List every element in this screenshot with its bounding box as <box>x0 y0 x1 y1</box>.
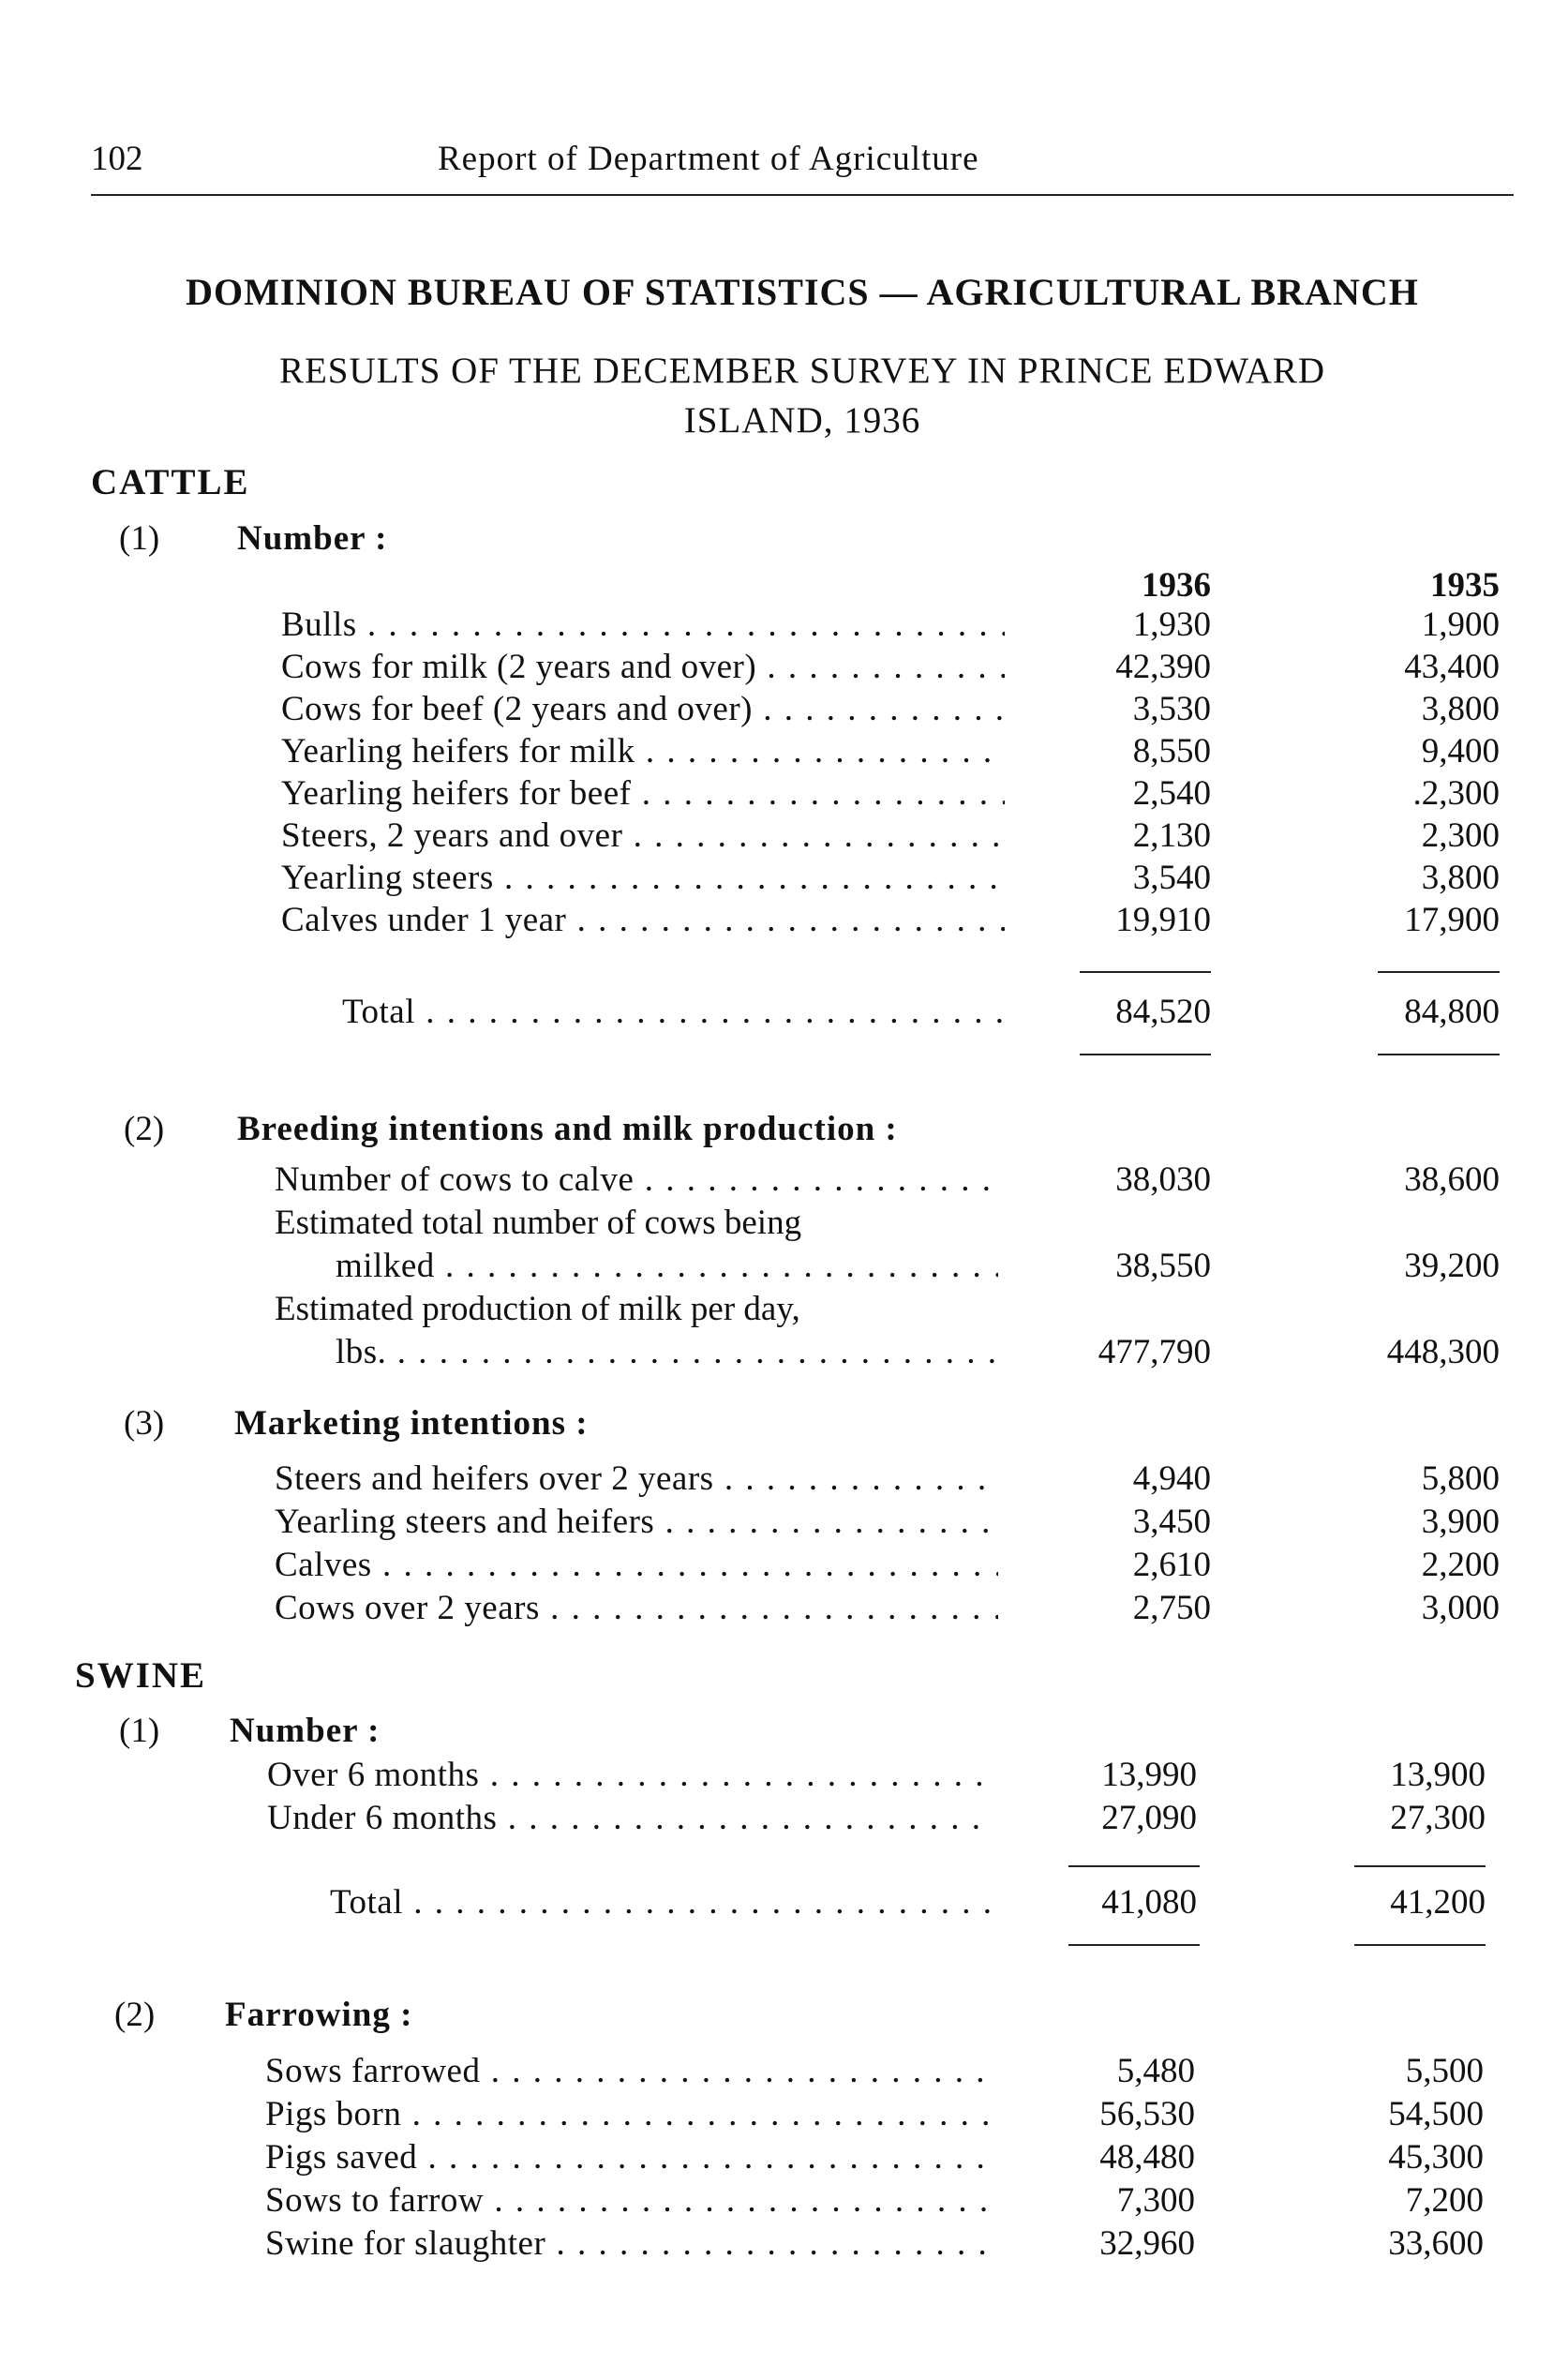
subsection-number: (2) <box>124 1110 165 1148</box>
table-row <box>281 689 1500 730</box>
subsection-number: (2) <box>114 1996 156 2034</box>
total-1935: 41,200 <box>1390 1883 1486 1922</box>
value-1935: 2,300 <box>1421 816 1500 855</box>
table-row <box>281 773 1500 815</box>
value-1935: 3,900 <box>1421 1503 1500 1541</box>
value-1935: 2,200 <box>1421 1546 1500 1584</box>
value-1935: 7,200 <box>1405 2181 1484 2220</box>
value-1935: 13,900 <box>1390 1756 1486 1794</box>
subsection-number: (1) <box>119 519 160 558</box>
section-heading-cattle: CATTLE <box>91 462 250 502</box>
subsection-number: (1) <box>119 1712 160 1750</box>
value-1936: 38,030 <box>1115 1160 1211 1199</box>
total-rule <box>1080 1054 1211 1055</box>
row-label: Number of cows to calve . . . <box>275 1160 998 1201</box>
row-label-line1: Estimated production of milk per day, <box>275 1290 800 1328</box>
value-1936: 2,130 <box>1132 816 1211 855</box>
table-row <box>281 605 1500 646</box>
subsection-title: Number : <box>237 519 388 558</box>
row-label: Bulls . . . <box>281 605 1005 646</box>
row-label: Over 6 months . . . <box>267 1755 991 1796</box>
row-label: Sows farrowed . . . <box>265 2051 989 2092</box>
table-row <box>267 1798 1500 1839</box>
subtotal-rule <box>1068 1865 1200 1867</box>
row-label: Calves . . . <box>275 1545 998 1586</box>
table-row <box>275 1160 1500 1201</box>
value-1936: 48,480 <box>1099 2138 1195 2177</box>
row-label: Yearling heifers for milk . . . <box>281 731 1005 772</box>
subtotal-rule <box>1080 971 1211 973</box>
column-header-1935: 1935 <box>1430 566 1500 605</box>
row-label: Swine for slaughter . . . <box>265 2223 989 2265</box>
value-1935: 17,900 <box>1404 901 1500 939</box>
table-row <box>281 815 1500 857</box>
value-1935: 43,400 <box>1404 648 1500 686</box>
value-1936: 38,550 <box>1115 1247 1211 1285</box>
total-rule <box>1378 1054 1500 1055</box>
row-label: lbs. . . . <box>336 1332 998 1373</box>
total-label: Total . . . <box>342 992 1005 1033</box>
value-1935: .2,300 <box>1412 774 1500 813</box>
value-1935: 39,200 <box>1404 1247 1500 1285</box>
header-rule <box>91 194 1514 196</box>
table-row <box>281 858 1500 899</box>
total-1936: 84,520 <box>1115 993 1211 1031</box>
value-1936: 3,530 <box>1132 690 1211 728</box>
total-row <box>342 992 1500 1033</box>
row-label: Yearling steers . . . <box>281 858 1005 899</box>
total-row <box>330 1882 1500 1923</box>
value-1936: 477,790 <box>1098 1333 1211 1371</box>
subsection-title: Number : <box>230 1712 381 1750</box>
table-row <box>275 1459 1500 1500</box>
value-1936: 19,910 <box>1115 901 1211 939</box>
value-1935: 5,500 <box>1405 2052 1484 2090</box>
subsection-title: Breeding intentions and milk production : <box>237 1110 898 1148</box>
value-1935: 45,300 <box>1388 2138 1484 2177</box>
table-row <box>275 1545 1500 1586</box>
table-row <box>336 1332 1500 1373</box>
table-row <box>275 1588 1500 1629</box>
value-1935: 38,600 <box>1404 1160 1500 1199</box>
value-1936: 13,990 <box>1101 1756 1197 1794</box>
row-label: Pigs saved . . . <box>265 2137 989 2178</box>
table-row <box>265 2094 1490 2135</box>
table-row <box>267 1755 1500 1796</box>
value-1936: 3,540 <box>1132 859 1211 897</box>
subtotal-rule <box>1378 971 1500 973</box>
row-label: Cows for beef (2 years and over) . . . <box>281 689 1005 730</box>
value-1935: 3,800 <box>1421 690 1500 728</box>
value-1936: 27,090 <box>1101 1799 1197 1837</box>
table-row <box>281 900 1500 941</box>
row-label: Sows to farrow . . . <box>265 2180 989 2222</box>
subsection-number: (3) <box>124 1404 165 1443</box>
value-1936: 2,610 <box>1132 1546 1211 1584</box>
value-1936: 1,930 <box>1132 606 1211 644</box>
table-row <box>265 2051 1490 2092</box>
value-1935: 3,800 <box>1421 859 1500 897</box>
row-label: Cows for milk (2 years and over) . . . <box>281 647 1005 688</box>
value-1936: 42,390 <box>1115 648 1211 686</box>
subsection-title: Marketing intentions : <box>234 1404 589 1443</box>
report-title: DOMINION BUREAU OF STATISTICS — AGRICULTURAL BRANCH <box>186 271 1419 313</box>
table-row <box>275 1502 1500 1543</box>
value-1936: 4,940 <box>1132 1459 1211 1498</box>
page-number: 102 <box>91 140 143 178</box>
value-1935: 54,500 <box>1388 2095 1484 2133</box>
value-1935: 27,300 <box>1390 1799 1486 1837</box>
row-label-line1: Estimated total number of cows being <box>275 1204 802 1242</box>
total-1936: 41,080 <box>1101 1883 1197 1922</box>
value-1935: 3,000 <box>1421 1589 1500 1627</box>
subtotal-rule <box>1354 1865 1486 1867</box>
row-label: Calves under 1 year . . . <box>281 900 1005 941</box>
table-row <box>265 2137 1490 2178</box>
value-1936: 3,450 <box>1132 1503 1211 1541</box>
value-1936: 2,750 <box>1132 1589 1211 1627</box>
value-1936: 32,960 <box>1099 2224 1195 2263</box>
table-row <box>265 2223 1490 2265</box>
table-row <box>265 2180 1490 2222</box>
column-header-1936: 1936 <box>1142 566 1211 605</box>
report-subtitle-line2: ISLAND, 1936 <box>683 400 921 441</box>
row-label: Pigs born . . . <box>265 2094 989 2135</box>
value-1935: 5,800 <box>1421 1459 1500 1498</box>
total-label: Total . . . <box>330 1882 991 1923</box>
row-label: Steers and heifers over 2 years . . . <box>275 1459 998 1500</box>
value-1935: 1,900 <box>1421 606 1500 644</box>
total-rule <box>1068 1944 1200 1946</box>
table-row <box>336 1246 1500 1287</box>
total-1935: 84,800 <box>1404 993 1500 1031</box>
value-1935: 448,300 <box>1386 1333 1500 1371</box>
value-1936: 7,300 <box>1116 2181 1195 2220</box>
value-1935: 9,400 <box>1421 732 1500 771</box>
row-label: Under 6 months . . . <box>267 1798 991 1839</box>
row-label: Yearling heifers for beef . . . <box>281 773 1005 815</box>
row-label: Yearling steers and heifers . . . <box>275 1502 998 1543</box>
value-1935: 33,600 <box>1388 2224 1484 2263</box>
row-label: milked . . . <box>336 1246 998 1287</box>
table-row <box>281 731 1500 772</box>
table-row <box>281 647 1500 688</box>
value-1936: 5,480 <box>1116 2052 1195 2090</box>
running-title: Report of Department of Agriculture <box>438 140 979 178</box>
row-label: Steers, 2 years and over . . . <box>281 815 1005 857</box>
subsection-title: Farrowing : <box>225 1996 413 2034</box>
value-1936: 56,530 <box>1099 2095 1195 2133</box>
value-1936: 8,550 <box>1132 732 1211 771</box>
total-rule <box>1354 1944 1486 1946</box>
report-subtitle-line1: RESULTS OF THE DECEMBER SURVEY IN PRINCE EDWARD <box>278 351 1326 391</box>
value-1936: 2,540 <box>1132 774 1211 813</box>
section-heading-swine: SWINE <box>75 1655 207 1696</box>
row-label: Cows over 2 years . . . <box>275 1588 998 1629</box>
